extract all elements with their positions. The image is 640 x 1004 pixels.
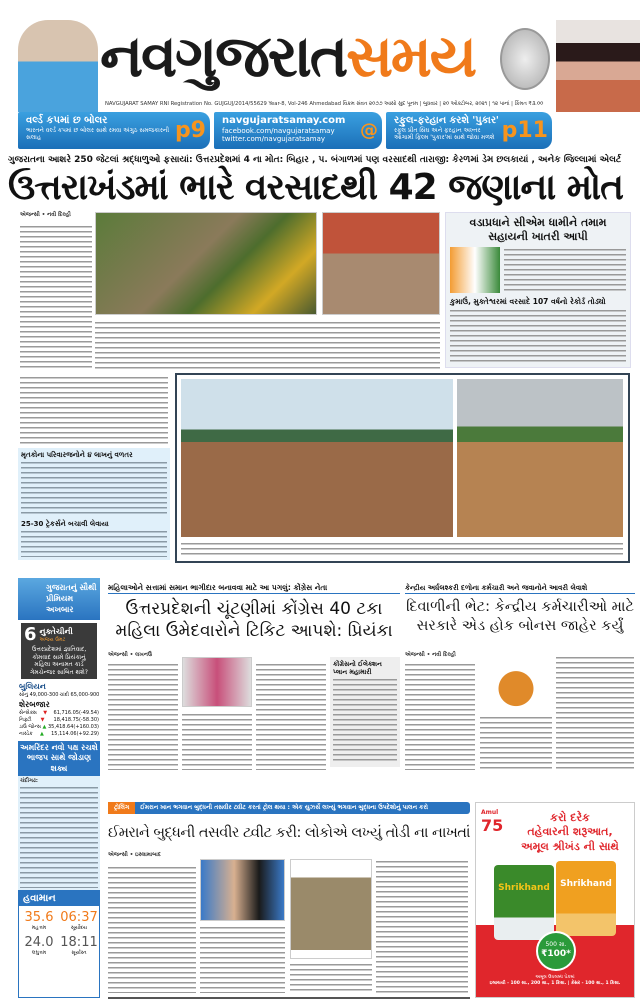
teaser-website[interactable] [214, 112, 382, 149]
flood-photo-frame [175, 373, 630, 563]
up-body-col3 [256, 662, 326, 770]
logo-part1: નવગુજરાત [100, 22, 347, 90]
masthead-meta: NAVGUJARAT SAMAY RNI Registration No. GUJGUJ/2014/55629 Year-8, Vol-246 Ahmedabad વિક્રમ સંવત ૨૦૭૭ આસો સુદ પૂનમ | બુધવાર | ૨૦ ઓક્ટોબર, ૨૦૨૧ | ૧૨ પાનાં | કિંમત ₹૩.૦૦ [105, 101, 544, 107]
masthead-photo-right [556, 20, 640, 112]
ad-price-badge: 500 ગ્રા. ₹100* [536, 931, 576, 971]
column-title: નુક્તેચીની [39, 627, 73, 636]
modi-box-subtext [450, 308, 626, 364]
bullion-silver: ચાંદી 65,000-900 [59, 692, 100, 698]
photo-modi [450, 247, 500, 293]
weather-box [18, 890, 100, 998]
teaser-title: navgujaratsamay.com [222, 114, 346, 126]
column-teaser: ઉત્તરપ્રદેશમાં જ્ઞાતિવાદ, કોમવાદ સામે પ્રિયંકાનું મહિલા અનામત કાર્ડ ગેમચેન્જર સાબિત થશે? [30, 646, 88, 676]
diwali-body-col2 [480, 715, 552, 770]
amul-ad[interactable] [475, 802, 635, 998]
newspaper-logo [100, 22, 495, 90]
trekkers-box-title: 25-30 ટ્રેકર્સને બચાવી લેવાયા [21, 519, 109, 528]
photo-priyanka [182, 657, 252, 707]
teaser-text: ભારતને વર્લ્ડ કપમાં છ બોલર સાથે રમવા અંગુઠ સમજકારની સલાહ [26, 126, 170, 141]
teaser-text: રફુલ પ્રીત સિંઘ અને ફરહાન અખ્તર આગામી ફિલ્મ 'પુકાર'માં સાથે જોવા મળશે [394, 126, 495, 141]
congress-box-text [333, 677, 397, 764]
teaser-cricket[interactable] [18, 112, 210, 149]
up-kicker: મહિલાઓને સત્તામાં સમાન ભાગીદાર બનાવવા માટે આ પગલું: કોંગ્રેસ નેતા [108, 583, 400, 594]
amarinder-text [20, 785, 98, 888]
lead-byline: એજન્સી • નવી દિલ્હી [20, 212, 71, 218]
shrikhand-cup-elaichi: Shrikhand [494, 865, 554, 940]
lead-kicker: ગુજરાતના આશરે 250 જેટલાં શ્રદ્ધાળુઓ ફસાયાં: ઉત્તરપ્રદેશમાં 4 ના મોત: બિહાર , પ. બંગાળમાં પણ વરસાદથી તારાજી: કેરળમાં ડેમ છલકાયાં , અનેક જિલ્લામાં એલર્ટ [8, 155, 622, 165]
imran-byline: એજન્સી • ઇસ્લામાબાદ [108, 852, 161, 858]
bonus-illustration [480, 655, 552, 711]
teaser-pukar[interactable] [386, 112, 552, 149]
diwali-kicker: કેન્દ્રીય અર્ધલશ્કરી દળોના કર્મચારી અને જવાનોને આવરી લેવાશે [405, 583, 635, 594]
lead-body-col1b [20, 375, 168, 445]
nukteechini-box[interactable] [21, 623, 97, 679]
up-body-col2 [182, 712, 252, 770]
at-icon: @ [360, 120, 378, 141]
photo-buddha-tweet [290, 859, 372, 959]
modi-box [445, 212, 631, 368]
market-row: નિફ્ટી ▼ 18,418.75(-58.30) [19, 717, 99, 723]
photo-caption [181, 541, 623, 556]
weather-min: 24.0 લઘુત્તમ [24, 935, 54, 956]
lead-headline[interactable]: ઉત્તરાખંડમાં ભારે વરસાદથી 42 જણાના મોત [8, 167, 623, 208]
bullion-section [19, 682, 99, 738]
teaser-title: વર્લ્ડ કપમાં છ બોલર [26, 114, 108, 126]
imran-headline[interactable]: ઈમરાને બુદ્ધની તસવીર ટ્વીટ કરી: લોકોએ લખ્યું તોડી ના નાખતાં [108, 825, 470, 841]
market-row: નાસ્ડેક ▲ 15,114.06(+92.29) [19, 731, 99, 737]
compensation-box [18, 448, 170, 560]
diwali-headline[interactable]: દિવાળીની ભેટ: કેન્દ્રીય કર્મચારીઓ માટે સરકારે એડ હોક બોનસ જાહેર કર્યું [406, 599, 634, 634]
compensation-box-title: મૃતકોના પરિવારજનોને ૪ લાખનું વળતર [21, 451, 133, 459]
compensation-box-text [21, 460, 167, 517]
imran-body-col2 [200, 925, 285, 993]
promo-text: ગુજરાતનું સૌથી પ્રીમિયમ અખબાર [46, 583, 97, 614]
congress-box [330, 657, 400, 767]
diwali-body-col3 [556, 655, 634, 770]
imran-kicker-bar [108, 802, 470, 814]
amarinder-headline[interactable]: અમરિંદર નવો પક્ષ રચશે ભાજપ સાથે જોડાણ શક્ય [18, 741, 100, 776]
weather-sunrise: 06:37 સૂર્યોદય [60, 910, 98, 931]
weather-max: 35.6 મહત્તમ [24, 910, 54, 931]
photo-flooded-houses [322, 212, 440, 315]
shrikhand-cup-kesar: Shrikhand [556, 861, 616, 936]
imran-body-col3 [290, 962, 372, 993]
up-body-col1 [108, 662, 178, 770]
imran-body-col1 [108, 865, 196, 993]
bottom-rule [108, 997, 470, 999]
teaser-page: p9 [174, 118, 206, 143]
amarinder-byline: ચંદીગઢ: [20, 778, 38, 785]
congress-box-title: કોંગ્રેસનો ઈલેક્શન પ્લાન મહામારી [333, 660, 382, 677]
diwali-byline: એજન્સી • નવી દિલ્હી [405, 652, 456, 658]
bullion-title: બુલિયન [19, 682, 46, 691]
trolling-tag: ટ્રોલિંગ [108, 802, 135, 814]
promo-banner [18, 578, 100, 620]
diwali-body-col1 [405, 662, 475, 770]
logo-part2: સમય [346, 22, 475, 90]
amarinder-story [18, 776, 100, 890]
teaser-page: p11 [501, 118, 548, 143]
amul-logo: Amul 75 [481, 809, 504, 835]
weather-title: હવામાન [19, 891, 99, 906]
photo-rishikesh-flood [181, 379, 453, 537]
weather-sunset: 18:11 સૂર્યાસ્ત [60, 935, 98, 956]
ad-footer: અમૂલ ઉપલબ્ધ પેકમાં ઇલાયચી - 100 ગ્રા., 200 ગ્રા., 1 કિગ્રા. | કેસર - 100 ગ્રા., 1 કિગ્રા. [489, 975, 621, 986]
modi-box-subheadline[interactable]: કુમાઉં, મુક્તેશ્વરમાં વરસાદે 107 વર્ષનો રેકોર્ડ તોડ્યો [450, 296, 606, 306]
left-sidebar [18, 578, 100, 998]
teaser-title: રફુલ-ફરહાન કરશે 'પુકાર' [394, 114, 499, 126]
ad-tagline: કરો દરેક તહેવારની શરૂઆત, અમૂલ શ્રીખંડ ની સાથે [521, 811, 619, 853]
market-title: શેરબજાર [19, 700, 50, 709]
market-row: સેન્સેક્સ ▼ 61,716.05(-49.54) [19, 710, 99, 716]
market-row: ડાઉ જોન્સ ▲ 35,418.64(+160.03) [19, 724, 99, 730]
modi-box-text [504, 247, 626, 293]
bullion-gold: સોનું 49,000-300 [19, 692, 59, 698]
lion-logo-icon [500, 28, 550, 90]
column-author: અજય ઉમટ [39, 637, 66, 643]
lead-body-text [95, 320, 440, 370]
imran-kicker: ઈમરાન ખાન ભગવાન બુદ્ધની તસવીર ટ્વીટ કરતાં ટ્રોલ થયા : એક યુઝર્સે લખ્યું ભગવાન બુદ્ધના ઉપદેશોનું પાલન કરો [140, 804, 428, 811]
imran-body-col4 [376, 859, 468, 993]
up-headline[interactable]: ઉત્તરપ્રદેશની ચૂંટણીમાં કોંગ્રેસ 40 ટકા મહિલા ઉમેદવારોને ટિકિટ આપશે: પ્રિયંકા [115, 599, 393, 642]
masthead-photo-left [18, 20, 98, 112]
photo-imran-khan [200, 859, 285, 921]
lead-body-col1 [20, 224, 92, 370]
photo-landslide-rescue [95, 212, 317, 315]
trekkers-box-text [21, 529, 167, 557]
up-byline: એજન્સી • લખનઉ [108, 652, 153, 658]
photo-flooded-cars [457, 379, 623, 537]
modi-box-headline[interactable]: વડાપ્રધાને સીએમ ધામીને તમામ સહાયની ખાતરી આપી [469, 216, 607, 243]
column-number: 6 [24, 624, 37, 645]
teaser-text: facebook.com/navgujaratsamay twitter.com/navgujaratsamay [222, 126, 335, 143]
